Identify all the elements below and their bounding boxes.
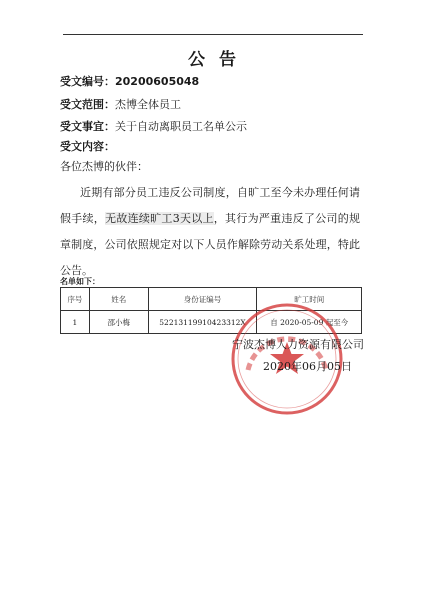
field-value: 20200605048: [115, 75, 200, 88]
field-label: 受文内容：: [60, 140, 115, 153]
field-value: 关于自动离职员工名单公示: [115, 120, 247, 133]
body-text-1: 近期有部分员工违反公司制度，自旷工至今未办理任何请假手续，: [60, 186, 360, 225]
field-content: [60, 138, 115, 154]
field-label: 受文编号：: [60, 75, 115, 88]
company-name: 宁波杰博人力资源有限公司: [232, 338, 364, 351]
greeting: 各位杰博的伙伴：: [60, 160, 148, 173]
body-text-2: ，其行为严重违反了公司的规章制度，公司依照规定对以下人员作解除劳动关系处理，特此公告。: [60, 212, 361, 277]
field-label: 受文事宜：: [60, 120, 115, 133]
body-paragraph: [60, 180, 360, 284]
header-rule: [63, 34, 363, 35]
table-cell: 1: [61, 311, 90, 334]
notice-title: 公告: [188, 50, 250, 70]
field-subject: [60, 118, 247, 134]
table-header: 姓名: [89, 288, 148, 311]
table-cell: 邵小梅: [89, 311, 148, 334]
body-highlight: 无故连续旷工3天以上: [105, 212, 214, 225]
table-header: 旷工时间: [257, 288, 362, 311]
issue-date: 2020年06月05日: [263, 360, 352, 373]
field-document-number: [60, 73, 199, 89]
table-header: 身份证编号: [148, 288, 257, 311]
list-label: 名单如下：: [60, 277, 100, 286]
field-value: 杰博全体员工: [115, 98, 181, 111]
table-cell: 52213119910423312X: [148, 311, 257, 334]
table-header: 序号: [61, 288, 90, 311]
field-scope: [60, 96, 181, 112]
table-cell: 自 2020-05-09 起至今: [257, 311, 362, 334]
field-label: 受文范围：: [60, 98, 115, 111]
